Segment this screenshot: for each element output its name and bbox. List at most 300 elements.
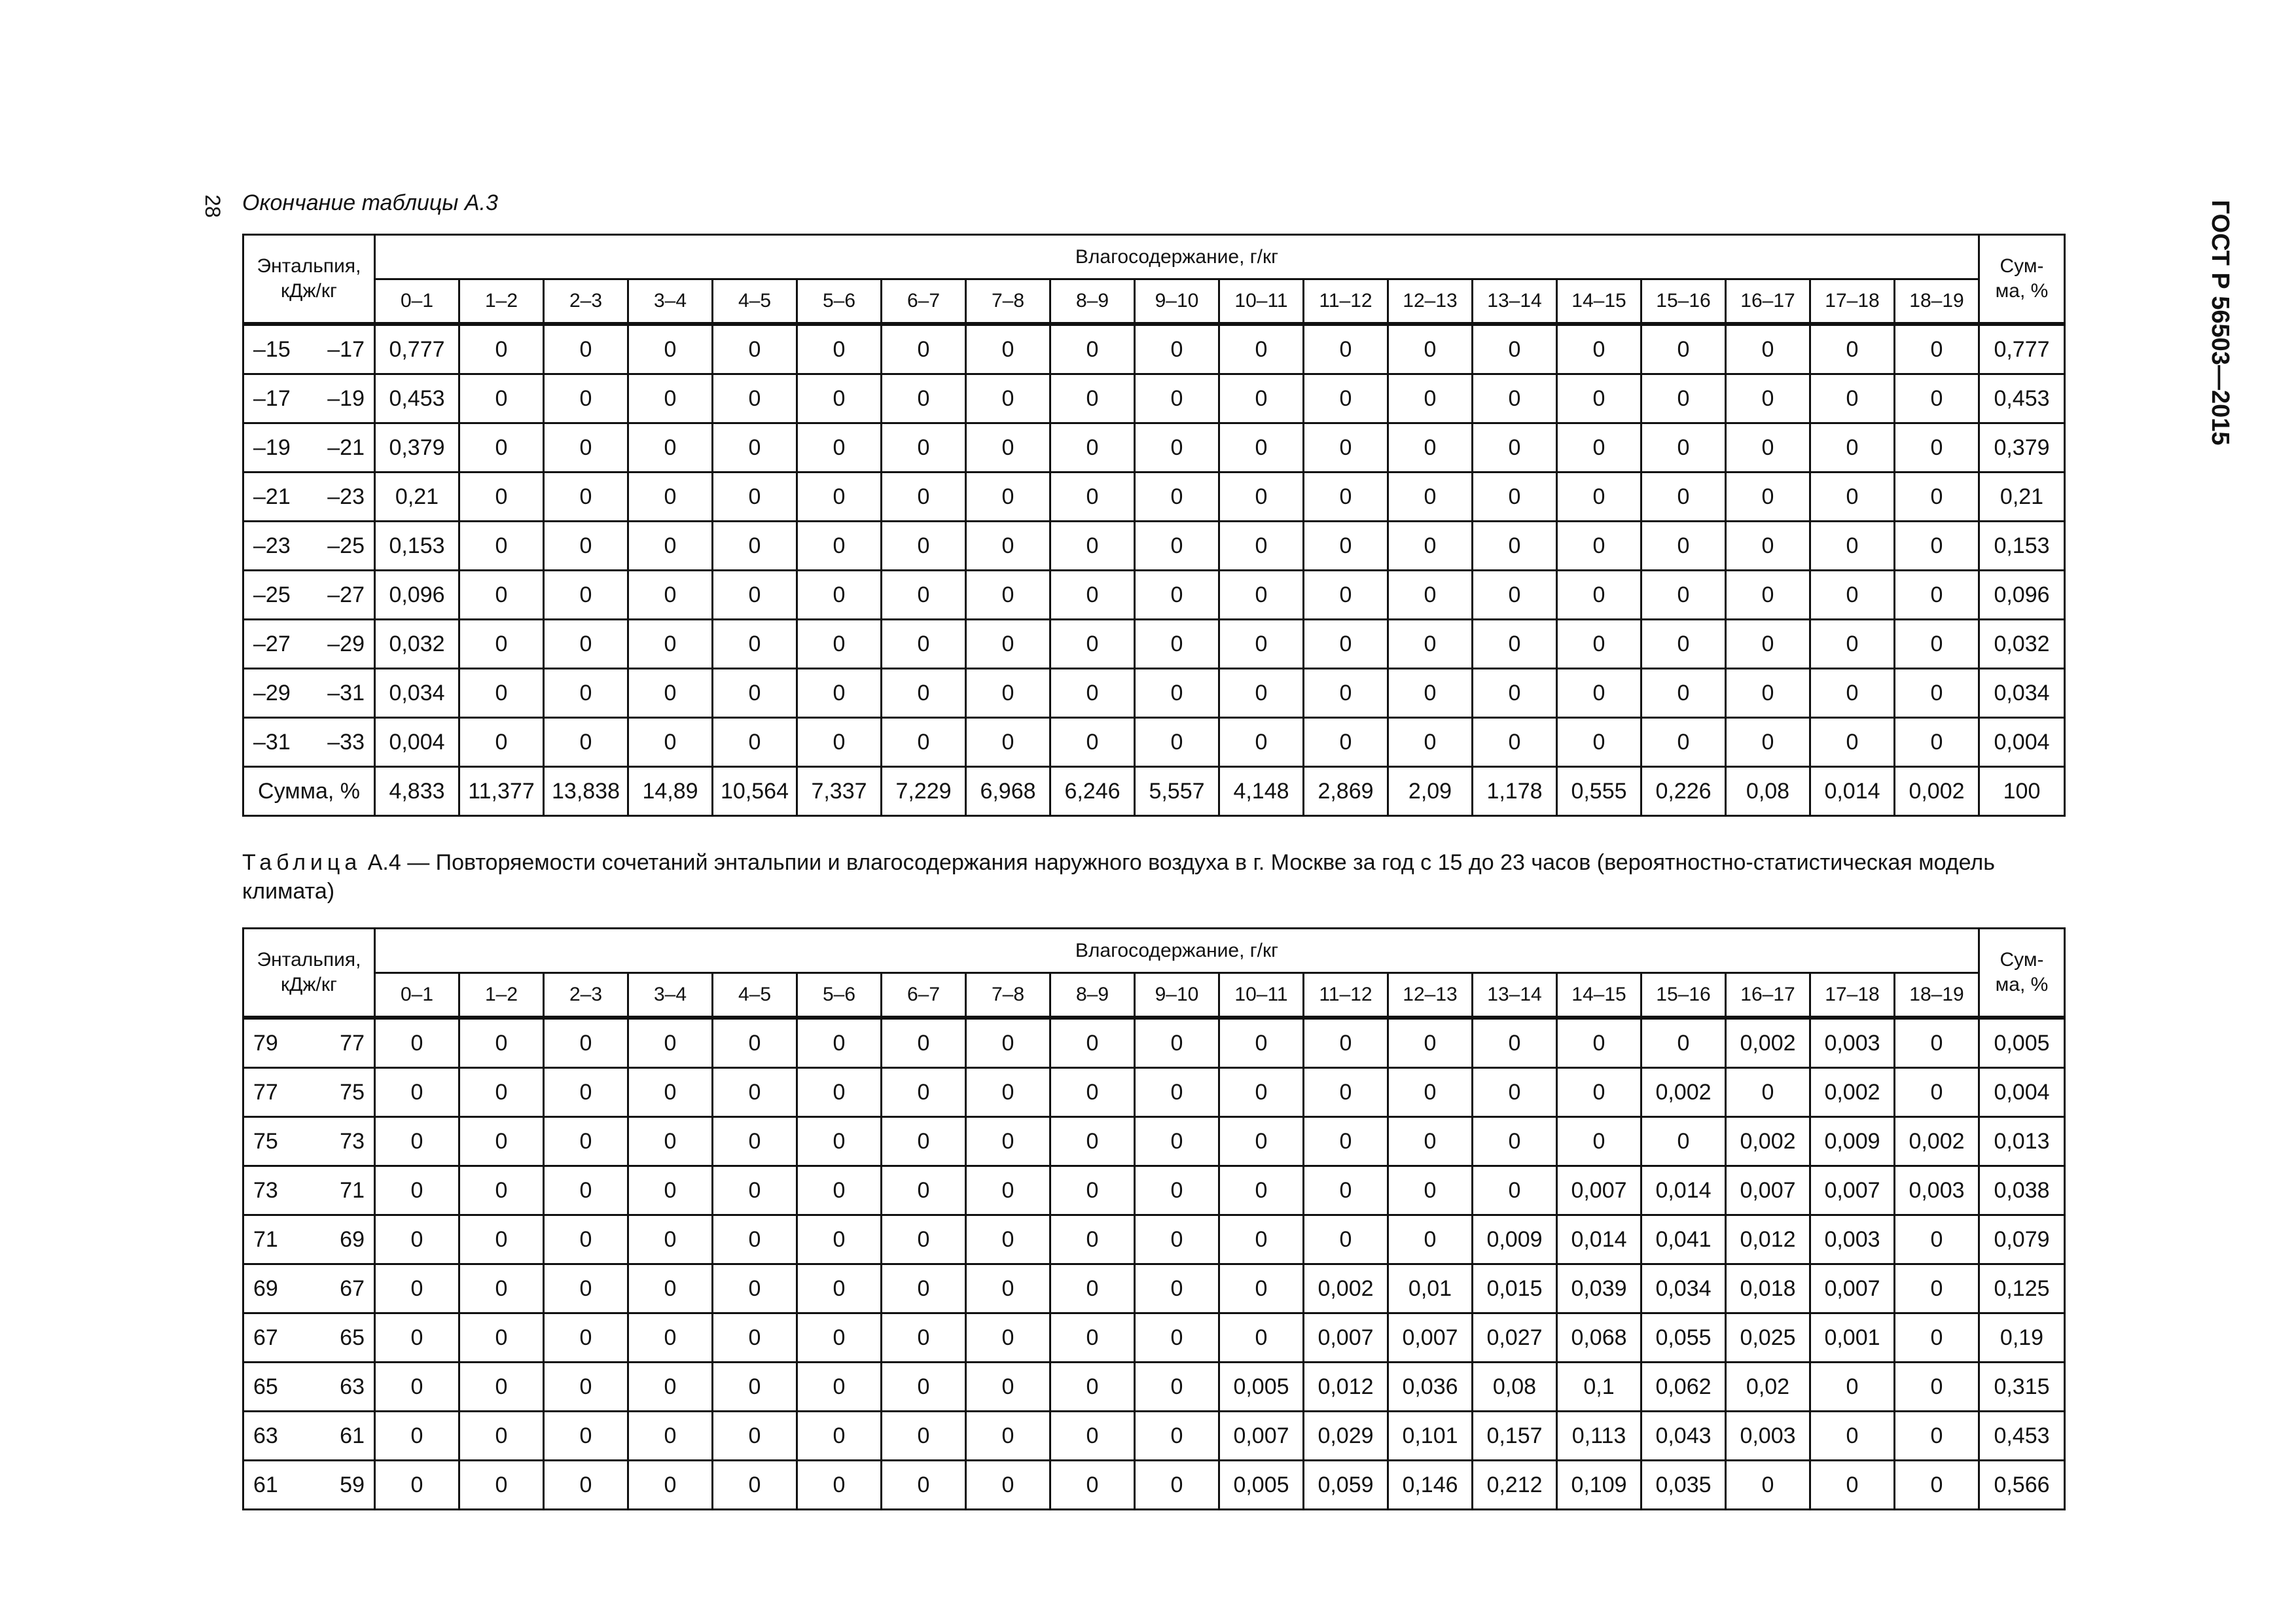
table-a4-caption-text: А.4 — Повторяемости сочетаний энтальпии и влагосодержания наружного воздуха в г. Москве за год с 15 до 23 часов (вероятностно-статистическая модель климата) (242, 850, 1995, 904)
value-cell: 0 (797, 571, 882, 620)
value-cell: 0 (628, 669, 713, 718)
value-cell: 0 (882, 1166, 966, 1215)
total-value-cell: 0,002 (1895, 767, 1979, 816)
value-cell: 0 (628, 571, 713, 620)
range-header-cell: 16–17 (1726, 279, 1810, 325)
value-cell: 0 (882, 1068, 966, 1117)
enthalpy-to: 59 (340, 1472, 365, 1497)
value-cell: 0 (1304, 1215, 1388, 1264)
value-cell: 0 (1304, 522, 1388, 571)
total-value-cell: 5,557 (1135, 767, 1219, 816)
value-cell: 0 (375, 1166, 459, 1215)
row-sum-cell: 0,096 (1979, 571, 2065, 620)
value-cell: 0 (544, 1117, 628, 1166)
enthalpy-range-cell (243, 1117, 375, 1166)
value-cell: 0 (1388, 374, 1473, 423)
value-cell: 0 (1304, 1068, 1388, 1117)
total-value-cell: 2,09 (1388, 767, 1473, 816)
value-cell: 0 (1050, 374, 1135, 423)
value-cell: 0 (544, 1264, 628, 1313)
value-cell: 0 (1219, 571, 1304, 620)
value-cell: 0 (713, 669, 797, 718)
value-cell: 0 (459, 718, 544, 767)
enthalpy-to: 73 (340, 1128, 365, 1154)
enthalpy-to: –23 (327, 484, 365, 509)
range-header-cell: 7–8 (966, 973, 1050, 1018)
value-cell: 0 (1388, 571, 1473, 620)
value-cell: 0 (1050, 1461, 1135, 1510)
value-cell: 0 (544, 374, 628, 423)
value-cell: 0 (1641, 718, 1726, 767)
row-sum-cell: 0,125 (1979, 1264, 2065, 1313)
value-cell: 0 (1135, 1313, 1219, 1363)
value-cell: 0 (713, 1166, 797, 1215)
enthalpy-range-cell (243, 1412, 375, 1461)
table-a4-caption (242, 848, 2075, 906)
value-cell: 0 (628, 1412, 713, 1461)
value-cell: 0 (1641, 1018, 1726, 1068)
value-cell: 0 (544, 522, 628, 571)
value-cell: 0,153 (375, 522, 459, 571)
table-row (243, 1363, 2065, 1412)
value-cell: 0 (1050, 1412, 1135, 1461)
value-cell: 0 (1219, 669, 1304, 718)
value-cell: 0 (1473, 374, 1557, 423)
value-cell: 0,002 (1641, 1068, 1726, 1117)
value-cell: 0 (1726, 522, 1810, 571)
value-cell: 0 (459, 1461, 544, 1510)
value-cell: 0 (459, 1313, 544, 1363)
enthalpy-to: 67 (340, 1275, 365, 1301)
value-cell: 0 (544, 1166, 628, 1215)
value-cell: 0 (966, 718, 1050, 767)
enthalpy-from: –21 (253, 484, 291, 509)
value-cell: 0 (1810, 522, 1895, 571)
row-sum-cell: 0,777 (1979, 324, 2065, 374)
value-cell: 0 (459, 571, 544, 620)
value-cell: 0,007 (1726, 1166, 1810, 1215)
value-cell: 0,002 (1810, 1068, 1895, 1117)
value-cell: 0 (1050, 423, 1135, 473)
sum-header-line2: ма, % (1995, 974, 2049, 995)
total-value-cell: 10,564 (713, 767, 797, 816)
value-cell: 0,032 (375, 620, 459, 669)
value-cell: 0 (459, 1412, 544, 1461)
value-cell: 0 (1810, 324, 1895, 374)
enthalpy-to: –19 (327, 385, 365, 411)
value-cell: 0 (797, 1461, 882, 1510)
enthalpy-to: 65 (340, 1325, 365, 1350)
value-cell: 0 (544, 1068, 628, 1117)
value-cell: 0 (882, 473, 966, 522)
value-cell: 0 (1050, 522, 1135, 571)
value-cell: 0 (628, 1313, 713, 1363)
value-cell: 0 (966, 1264, 1050, 1313)
value-cell: 0 (1473, 1068, 1557, 1117)
value-cell: 0 (797, 374, 882, 423)
value-cell: 0 (1895, 1313, 1979, 1363)
table-row (243, 571, 2065, 620)
value-cell: 0 (1810, 1461, 1895, 1510)
page-number: 28 (201, 194, 224, 218)
value-cell: 0,007 (1810, 1166, 1895, 1215)
value-cell: 0 (1135, 1068, 1219, 1117)
value-cell: 0,002 (1726, 1018, 1810, 1068)
value-cell: 0 (544, 620, 628, 669)
range-header-cell: 15–16 (1641, 279, 1726, 325)
value-cell: 0 (1895, 1363, 1979, 1412)
value-cell: 0 (1388, 1117, 1473, 1166)
range-header-cell: 4–5 (713, 279, 797, 325)
range-header-cell: 5–6 (797, 279, 882, 325)
table-row (243, 473, 2065, 522)
value-cell: 0 (459, 522, 544, 571)
value-cell: 0 (1304, 324, 1388, 374)
value-cell: 0 (628, 374, 713, 423)
value-cell: 0 (1219, 1068, 1304, 1117)
value-cell: 0 (966, 571, 1050, 620)
grand-total-cell: 100 (1979, 767, 2065, 816)
value-cell: 0,009 (1810, 1117, 1895, 1166)
value-cell: 0 (1895, 1264, 1979, 1313)
value-cell: 0 (713, 1068, 797, 1117)
value-cell: 0,003 (1895, 1166, 1979, 1215)
total-value-cell: 6,246 (1050, 767, 1135, 816)
sum-header (1979, 235, 2065, 325)
value-cell: 0 (1135, 1412, 1219, 1461)
enthalpy-from: –25 (253, 582, 291, 607)
enthalpy-range-cell (243, 571, 375, 620)
value-cell: 0 (1304, 1117, 1388, 1166)
enthalpy-range-cell (243, 1068, 375, 1117)
value-cell: 0 (544, 1363, 628, 1412)
range-header-cell: 11–12 (1304, 279, 1388, 325)
value-cell: 0 (1135, 718, 1219, 767)
range-header-cell: 0–1 (375, 973, 459, 1018)
range-header-cell: 12–13 (1388, 973, 1473, 1018)
range-header-row (243, 279, 2065, 325)
value-cell: 0 (459, 1166, 544, 1215)
value-cell: 0,014 (1641, 1166, 1726, 1215)
value-cell: 0 (882, 1018, 966, 1068)
value-cell: 0 (1473, 669, 1557, 718)
enthalpy-to: 71 (340, 1177, 365, 1203)
value-cell: 0 (544, 473, 628, 522)
value-cell: 0 (544, 669, 628, 718)
row-sum-cell: 0,079 (1979, 1215, 2065, 1264)
value-cell: 0 (713, 1264, 797, 1313)
value-cell: 0,059 (1304, 1461, 1388, 1510)
row-sum-cell: 0,566 (1979, 1461, 2065, 1510)
value-cell: 0 (459, 473, 544, 522)
range-header-cell: 8–9 (1050, 279, 1135, 325)
enthalpy-range-cell (243, 620, 375, 669)
table-row (243, 1117, 2065, 1166)
value-cell: 0,034 (1641, 1264, 1726, 1313)
value-cell: 0 (1726, 1461, 1810, 1510)
value-cell: 0 (1810, 669, 1895, 718)
table-row (243, 1018, 2065, 1068)
table-row (243, 1461, 2065, 1510)
value-cell: 0,041 (1641, 1215, 1726, 1264)
value-cell: 0,109 (1557, 1461, 1641, 1510)
value-cell: 0 (1557, 1117, 1641, 1166)
enthalpy-header-line1: Энтальпия, (257, 949, 361, 971)
value-cell: 0,005 (1219, 1461, 1304, 1510)
range-header-cell: 12–13 (1388, 279, 1473, 325)
value-cell: 0 (1810, 571, 1895, 620)
value-cell: 0 (1810, 718, 1895, 767)
value-cell: 0 (966, 1215, 1050, 1264)
value-cell: 0,003 (1726, 1412, 1810, 1461)
enthalpy-to: –33 (327, 729, 365, 755)
range-header-cell: 0–1 (375, 279, 459, 325)
value-cell: 0 (966, 620, 1050, 669)
table-row (243, 1313, 2065, 1363)
value-cell: 0,453 (375, 374, 459, 423)
value-cell: 0 (882, 620, 966, 669)
value-cell: 0,002 (1726, 1117, 1810, 1166)
value-cell: 0 (713, 1215, 797, 1264)
enthalpy-header-line2: кДж/кг (281, 280, 337, 302)
value-cell: 0,157 (1473, 1412, 1557, 1461)
value-cell: 0 (1219, 423, 1304, 473)
value-cell: 0 (713, 1412, 797, 1461)
value-cell: 0 (966, 1117, 1050, 1166)
value-cell: 0 (1304, 374, 1388, 423)
value-cell: 0 (1135, 1363, 1219, 1412)
value-cell: 0 (1050, 473, 1135, 522)
value-cell: 0 (713, 1461, 797, 1510)
value-cell: 0 (1473, 423, 1557, 473)
value-cell: 0 (1641, 324, 1726, 374)
enthalpy-to: 61 (340, 1423, 365, 1448)
value-cell: 0 (1895, 718, 1979, 767)
enthalpy-range-cell (243, 522, 375, 571)
value-cell: 0 (628, 1068, 713, 1117)
range-header-cell: 5–6 (797, 973, 882, 1018)
value-cell: 0 (1050, 1215, 1135, 1264)
value-cell: 0,027 (1473, 1313, 1557, 1363)
table-row (243, 374, 2065, 423)
enthalpy-range-cell (243, 1363, 375, 1412)
value-cell: 0 (713, 1313, 797, 1363)
value-cell: 0,025 (1726, 1313, 1810, 1363)
value-cell: 0,029 (1304, 1412, 1388, 1461)
value-cell: 0 (1473, 571, 1557, 620)
value-cell: 0 (713, 522, 797, 571)
total-value-cell: 0,014 (1810, 767, 1895, 816)
total-value-cell: 14,89 (628, 767, 713, 816)
value-cell: 0 (1557, 1068, 1641, 1117)
value-cell: 0 (882, 1313, 966, 1363)
enthalpy-from: 63 (253, 1423, 278, 1448)
value-cell: 0 (966, 1412, 1050, 1461)
range-header-cell: 9–10 (1135, 973, 1219, 1018)
enthalpy-range-cell (243, 1313, 375, 1363)
value-cell: 0 (966, 423, 1050, 473)
value-cell: 0 (1726, 374, 1810, 423)
value-cell: 0 (1810, 473, 1895, 522)
enthalpy-range-cell (243, 374, 375, 423)
enthalpy-from: –19 (253, 435, 291, 460)
value-cell: 0,014 (1557, 1215, 1641, 1264)
value-cell: 0 (375, 1068, 459, 1117)
value-cell: 0 (459, 374, 544, 423)
value-cell: 0 (1388, 718, 1473, 767)
table-row (243, 1166, 2065, 1215)
value-cell: 0 (1641, 620, 1726, 669)
value-cell: 0,02 (1726, 1363, 1810, 1412)
value-cell: 0 (1810, 1412, 1895, 1461)
enthalpy-range-cell (243, 473, 375, 522)
value-cell: 0,003 (1810, 1215, 1895, 1264)
enthalpy-header (243, 235, 375, 325)
total-value-cell: 4,148 (1219, 767, 1304, 816)
value-cell: 0 (1219, 522, 1304, 571)
value-cell: 0 (1641, 423, 1726, 473)
range-header-cell: 2–3 (544, 973, 628, 1018)
value-cell: 0 (713, 324, 797, 374)
value-cell: 0 (1219, 1117, 1304, 1166)
row-sum-cell: 0,005 (1979, 1018, 2065, 1068)
enthalpy-from: 73 (253, 1177, 278, 1203)
value-cell: 0,007 (1388, 1313, 1473, 1363)
value-cell: 0 (1726, 669, 1810, 718)
enthalpy-from: 69 (253, 1275, 278, 1301)
value-cell: 0 (1473, 1117, 1557, 1166)
value-cell: 0 (882, 1363, 966, 1412)
range-header-cell: 17–18 (1810, 973, 1895, 1018)
value-cell: 0,005 (1219, 1363, 1304, 1412)
value-cell: 0 (544, 1215, 628, 1264)
value-cell: 0,004 (375, 718, 459, 767)
value-cell: 0 (375, 1264, 459, 1313)
enthalpy-range-cell (243, 423, 375, 473)
value-cell: 0 (1304, 718, 1388, 767)
value-cell: 0,096 (375, 571, 459, 620)
table-row (243, 324, 2065, 374)
value-cell: 0 (882, 718, 966, 767)
table-row (243, 620, 2065, 669)
range-header-cell: 14–15 (1557, 279, 1641, 325)
value-cell: 0,034 (375, 669, 459, 718)
value-cell: 0 (1304, 1018, 1388, 1068)
value-cell: 0,1 (1557, 1363, 1641, 1412)
value-cell: 0 (1050, 1264, 1135, 1313)
value-cell: 0 (1050, 1313, 1135, 1363)
value-cell: 0 (882, 669, 966, 718)
value-cell: 0 (1557, 423, 1641, 473)
value-cell: 0 (1388, 324, 1473, 374)
value-cell: 0,003 (1810, 1018, 1895, 1068)
value-cell: 0,007 (1219, 1412, 1304, 1461)
row-sum-cell: 0,379 (1979, 423, 2065, 473)
value-cell: 0 (966, 1068, 1050, 1117)
value-cell: 0 (1304, 669, 1388, 718)
enthalpy-from: 77 (253, 1079, 278, 1105)
total-value-cell: 4,833 (375, 767, 459, 816)
range-header-cell: 1–2 (459, 973, 544, 1018)
value-cell: 0 (1895, 1068, 1979, 1117)
value-cell: 0 (1895, 620, 1979, 669)
value-cell: 0 (1219, 1264, 1304, 1313)
value-cell: 0 (375, 1018, 459, 1068)
enthalpy-range-cell (243, 1166, 375, 1215)
enthalpy-header-line2: кДж/кг (281, 974, 337, 995)
value-cell: 0 (1304, 423, 1388, 473)
header-row (243, 235, 2065, 279)
value-cell: 0,001 (1810, 1313, 1895, 1363)
sum-header-line1: Сум- (2000, 949, 2044, 971)
table-a4-caption-label: Таблица (242, 850, 362, 875)
total-label: Сумма, % (243, 767, 375, 816)
value-cell: 0 (1641, 374, 1726, 423)
enthalpy-from: –27 (253, 631, 291, 656)
value-cell: 0 (1641, 473, 1726, 522)
row-sum-cell: 0,004 (1979, 1068, 2065, 1117)
value-cell: 0,08 (1473, 1363, 1557, 1412)
value-cell: 0 (1050, 1018, 1135, 1068)
value-cell: 0 (1388, 620, 1473, 669)
value-cell: 0 (1895, 571, 1979, 620)
row-sum-cell: 0,21 (1979, 473, 2065, 522)
table-row (243, 1068, 2065, 1117)
value-cell: 0 (1135, 374, 1219, 423)
moisture-content-header: Влагосодержание, г/кг (375, 235, 1979, 279)
value-cell: 0,012 (1726, 1215, 1810, 1264)
value-cell: 0 (1641, 1117, 1726, 1166)
enthalpy-to: –21 (327, 435, 365, 460)
total-value-cell: 6,968 (966, 767, 1050, 816)
row-sum-cell: 0,032 (1979, 620, 2065, 669)
range-header-cell: 7–8 (966, 279, 1050, 325)
value-cell: 0 (797, 1215, 882, 1264)
value-cell: 0 (1050, 1166, 1135, 1215)
value-cell: 0 (713, 1363, 797, 1412)
total-row (243, 767, 2065, 816)
total-value-cell: 1,178 (1473, 767, 1557, 816)
value-cell: 0 (966, 669, 1050, 718)
value-cell: 0 (1726, 1068, 1810, 1117)
total-value-cell: 13,838 (544, 767, 628, 816)
value-cell: 0 (1557, 1018, 1641, 1068)
enthalpy-header (243, 929, 375, 1018)
row-sum-cell: 0,013 (1979, 1117, 2065, 1166)
value-cell: 0 (797, 1363, 882, 1412)
range-header-cell: 17–18 (1810, 279, 1895, 325)
value-cell: 0 (1135, 1117, 1219, 1166)
header-row (243, 929, 2065, 973)
value-cell: 0 (1219, 1018, 1304, 1068)
value-cell: 0,002 (1895, 1117, 1979, 1166)
value-cell: 0 (544, 423, 628, 473)
value-cell: 0 (1050, 718, 1135, 767)
value-cell: 0 (713, 423, 797, 473)
value-cell: 0,113 (1557, 1412, 1641, 1461)
value-cell: 0 (1135, 571, 1219, 620)
value-cell: 0 (1473, 324, 1557, 374)
value-cell: 0 (797, 1412, 882, 1461)
range-header-cell: 11–12 (1304, 973, 1388, 1018)
value-cell: 0 (1895, 1412, 1979, 1461)
total-value-cell: 0,08 (1726, 767, 1810, 816)
value-cell: 0 (375, 1363, 459, 1412)
value-cell: 0 (544, 1018, 628, 1068)
range-header-cell: 18–19 (1895, 279, 1979, 325)
enthalpy-from: 67 (253, 1325, 278, 1350)
value-cell: 0 (1388, 473, 1473, 522)
